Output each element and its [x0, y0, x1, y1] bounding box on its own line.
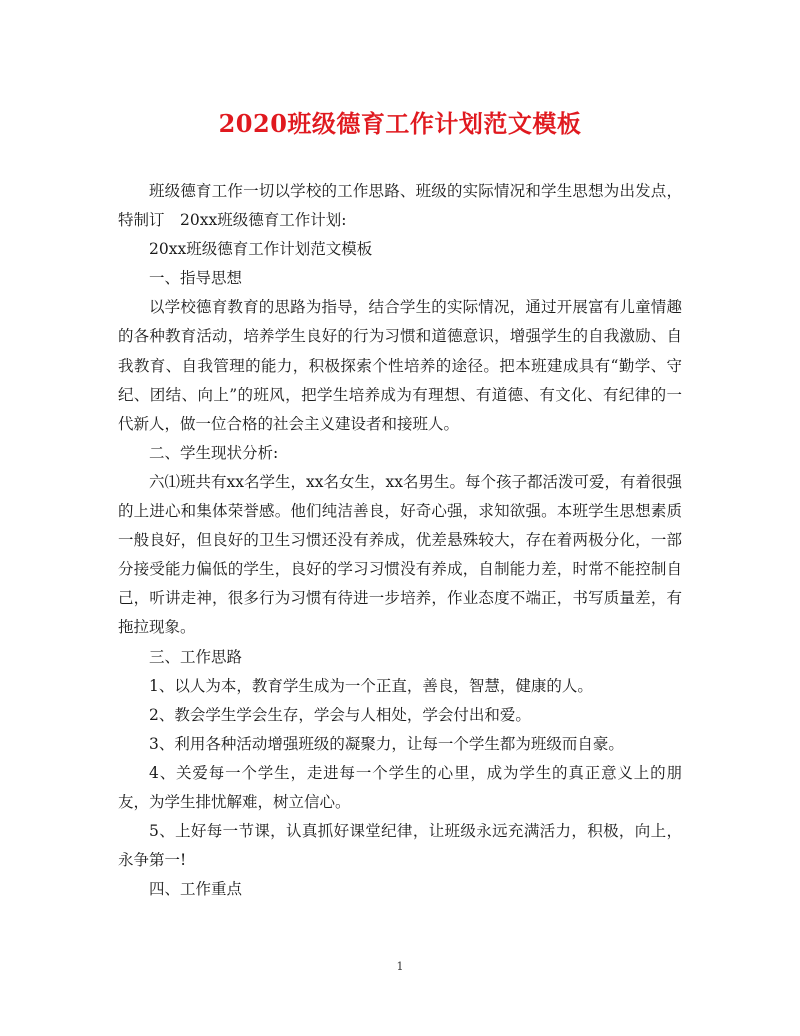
- list-item-approach-5: 5、上好每一节课，认真抓好课堂纪律，让班级永远充满活力，积极，向上，永争第一!: [118, 822, 682, 870]
- document-body: [118, 177, 682, 904]
- heading-student-analysis: 二、学生现状分析:: [149, 443, 279, 462]
- list-item-approach-3: 3、利用各种活动增强班级的凝聚力，让每一个学生都为班级而自豪。: [149, 734, 624, 753]
- list-item-approach-1: 1、以人为本，教育学生成为一个正直，善良，智慧，健康的人。: [149, 676, 593, 695]
- paragraph-subtitle: 20xx班级德育工作计划范文模板: [149, 240, 373, 259]
- list-item-approach-4: 4、关爱每一个学生，走进每一个学生的心里，成为学生的真正意义上的朋友，为学生排忧解难，树立信心。: [118, 763, 682, 811]
- heading-work-approach: 三、工作思路: [149, 647, 243, 666]
- heading-guiding-ideology: 一、指导思想: [149, 269, 243, 288]
- paragraph-guiding-ideology: 以学校德育教育的思路为指导，结合学生的实际情况，通过开展富有儿童情趣的各种教育活动，培养学生良好的行为习惯和道德意识，增强学生的自我激励、自我教育、自我管理的能力，积极探索个性培养的途径。把本班建成具有“勤学、守纪、团结、向上”的班风，把学生培养成为有理想、有道德、有文化、有纪律的一代新人，做一位合格的社会主义建设者和接班人。: [118, 298, 682, 433]
- paragraph-intro: 班级德育工作一切以学校的工作思路、班级的实际情况和学生思想为出发点，特制订 20xx班级德育工作计划:: [118, 182, 682, 230]
- paragraph-student-analysis: 六⑴班共有xx名学生，xx名女生，xx名男生。每个孩子都活泼可爱，有着很强的上进心和集体荣誉感。他们纯洁善良，好奇心强，求知欲强。本班学生思想素质一般良好，但良好的卫生习惯还没有养成，优差悬殊较大，存在着两极分化，一部分接受能力偏低的学生，良好的学习习惯没有养成，自制能力差，时常不能控制自己，听讲走神，很多行为习惯有待进一步培养，作业态度不端正，书写质量差，有拖拉现象。: [118, 472, 682, 637]
- document-title: 2020班级德育工作计划范文模板: [218, 109, 582, 138]
- list-item-approach-2: 2、教会学生学会生存，学会与人相处，学会付出和爱。: [149, 705, 531, 724]
- page-number: 1: [396, 960, 404, 973]
- heading-work-focus: 四、工作重点: [149, 880, 243, 899]
